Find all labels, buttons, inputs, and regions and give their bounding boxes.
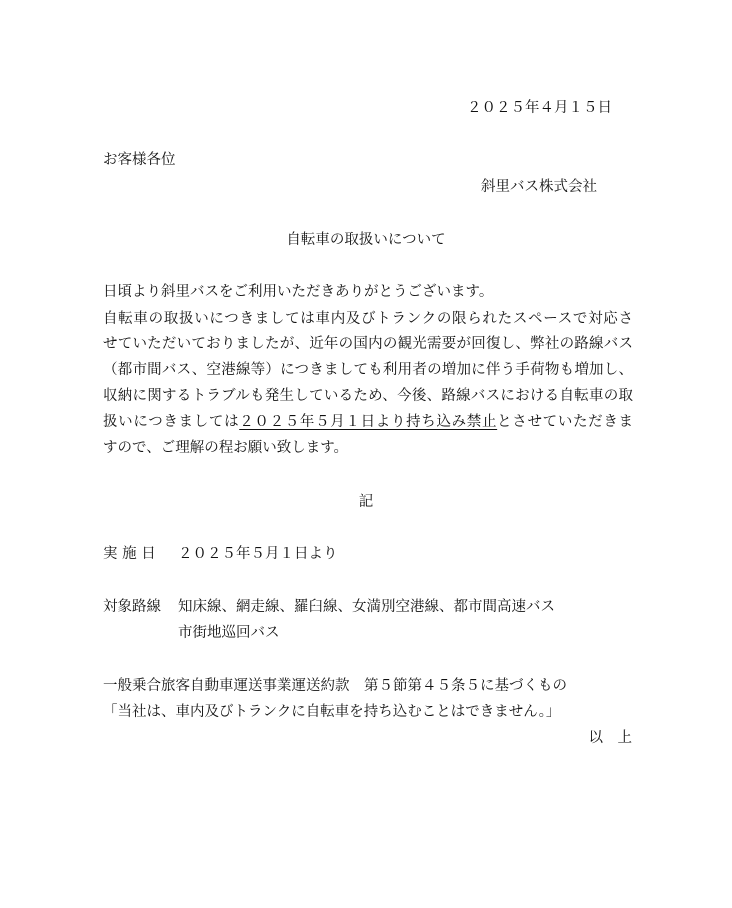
body-line-4: （都市間バス、空港線等）につきましても利用者の増加に伴う手荷物も増加し、 [103,362,633,378]
issue-date: ２０２５年４月１５日 [467,100,612,116]
ki-heading: 記 [358,494,374,510]
body-line-6-after: とさせていただきま [497,414,634,430]
effective-date-label: 実 施 日 [103,546,156,562]
body-line-2: 自転車の取扱いにつきましては車内及びトランクの限られたスペースで対応さ [103,311,633,327]
effective-date-row [103,545,338,563]
routes-value-2: 市街地巡回バス [178,625,280,641]
recipient: お客様各位 [103,152,176,168]
prohibition-notice: ２０２５年５月１日より持ち込み禁止 [239,414,498,430]
document-title: 自転車の取扱いについて [286,232,446,248]
quoted-clause: 「当社は、車内及びトランクに自転車を持ち込むことはできません。」 [103,704,561,720]
routes-label: 対象路線 [103,599,161,615]
body-line-1: 日頃より斜里バスをご利用いただきありがとうございます。 [103,284,494,300]
effective-date-value: ２０２５年５月１日より [178,546,338,562]
body-line-5: 収納に関するトラブルも発生しているため、今後、路線バスにおける自転車の取 [103,388,633,404]
body-line-6 [103,413,633,431]
sender-company: 斜里バス株式会社 [481,179,597,195]
routes-row [103,598,555,616]
body-line-7: すので、ご理解の程お願い致します。 [103,440,349,456]
body-line-3: せていただいておりましたが、近年の国内の観光需要が回復し、弊社の路線バス [103,336,633,352]
closing-mark: 以 上 [588,730,632,746]
legal-basis: 一般乗合旅客自動車運送事業運送約款 第５節第４５条５に基づくもの [103,678,567,694]
routes-value-1: 知床線、網走線、羅臼線、女満別空港線、都市間高速バス [178,599,555,615]
body-line-6-before: 扱いにつきましては [103,414,240,430]
